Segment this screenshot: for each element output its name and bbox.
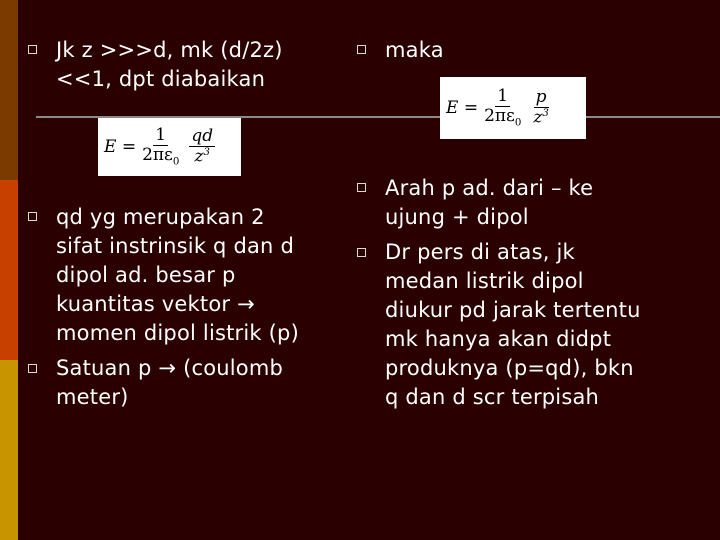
fraction-numerator: 1 bbox=[155, 124, 167, 145]
right-item-3-line-6: q dan d scr terpisah bbox=[385, 385, 600, 409]
fraction-denominator bbox=[193, 147, 212, 167]
left-item-1-line-1: Jk z >>>d, mk (d/2z) bbox=[56, 38, 283, 62]
fraction-dipole bbox=[531, 88, 550, 129]
left-item-3-line-1: Satuan p → (coulomb bbox=[56, 356, 284, 380]
bullet-icon bbox=[28, 212, 37, 221]
left-item-2-line-1: qd yg merupakan 2 bbox=[56, 205, 265, 229]
den-text: z bbox=[194, 146, 204, 167]
den-superscript: 3 bbox=[203, 147, 210, 159]
fraction-denominator bbox=[140, 146, 181, 168]
accent-stripe-middle bbox=[0, 180, 18, 360]
left-item-1-line-2: <<1, dpt diabaikan bbox=[56, 67, 266, 91]
fraction-constant bbox=[140, 126, 181, 169]
right-item-3-line-3: diukur pd jarak tertentu bbox=[385, 298, 641, 322]
fraction-numerator: qd bbox=[191, 125, 214, 146]
den-text: 2πε bbox=[142, 145, 173, 166]
right-item-3-line-1: Dr pers di atas, jk bbox=[385, 240, 575, 264]
right-item-3-line-4: mk hanya akan didpt bbox=[385, 327, 612, 351]
formula-right bbox=[440, 77, 586, 139]
right-item-3-line-2: medan listrik dipol bbox=[385, 269, 584, 293]
den-text: z bbox=[533, 107, 543, 128]
formula-lhs: E = bbox=[104, 137, 137, 157]
fraction-constant bbox=[482, 87, 523, 130]
bullet-icon bbox=[28, 45, 37, 54]
fraction-denominator bbox=[531, 108, 550, 128]
den-subscript: 0 bbox=[514, 117, 522, 129]
den-subscript: 0 bbox=[172, 156, 180, 168]
den-superscript: 3 bbox=[542, 108, 549, 120]
right-item-2-line-2: ujung + dipol bbox=[385, 205, 529, 229]
left-item-2-line-4: kuantitas vektor → bbox=[56, 292, 255, 316]
bullet-icon bbox=[357, 183, 366, 192]
fraction-numerator: 1 bbox=[497, 85, 509, 106]
left-item-3-line-2: meter) bbox=[56, 385, 129, 409]
left-item-2-line-3: dipol ad. besar p bbox=[56, 263, 236, 287]
right-item-3-line-5: produknya (p=qd), bkn bbox=[385, 356, 634, 380]
left-item-2-line-5: momen dipol listrik (p) bbox=[56, 321, 299, 345]
left-item-2-line-2: sifat instrinsik q dan d bbox=[56, 234, 294, 258]
formula-left bbox=[98, 118, 241, 176]
fraction-dipole bbox=[189, 127, 215, 168]
accent-stripe-top bbox=[0, 0, 18, 180]
bullet-icon bbox=[28, 364, 37, 373]
fraction-numerator: p bbox=[535, 86, 547, 107]
bullet-icon bbox=[357, 45, 366, 54]
fraction-denominator bbox=[482, 107, 523, 129]
right-item-1-line-1: maka bbox=[385, 38, 444, 62]
den-text: 2πε bbox=[484, 106, 515, 127]
right-item-2-line-1: Arah p ad. dari – ke bbox=[385, 176, 594, 200]
formula-lhs: E = bbox=[446, 98, 479, 118]
accent-stripe-bottom bbox=[0, 360, 18, 540]
bullet-icon bbox=[357, 248, 366, 257]
